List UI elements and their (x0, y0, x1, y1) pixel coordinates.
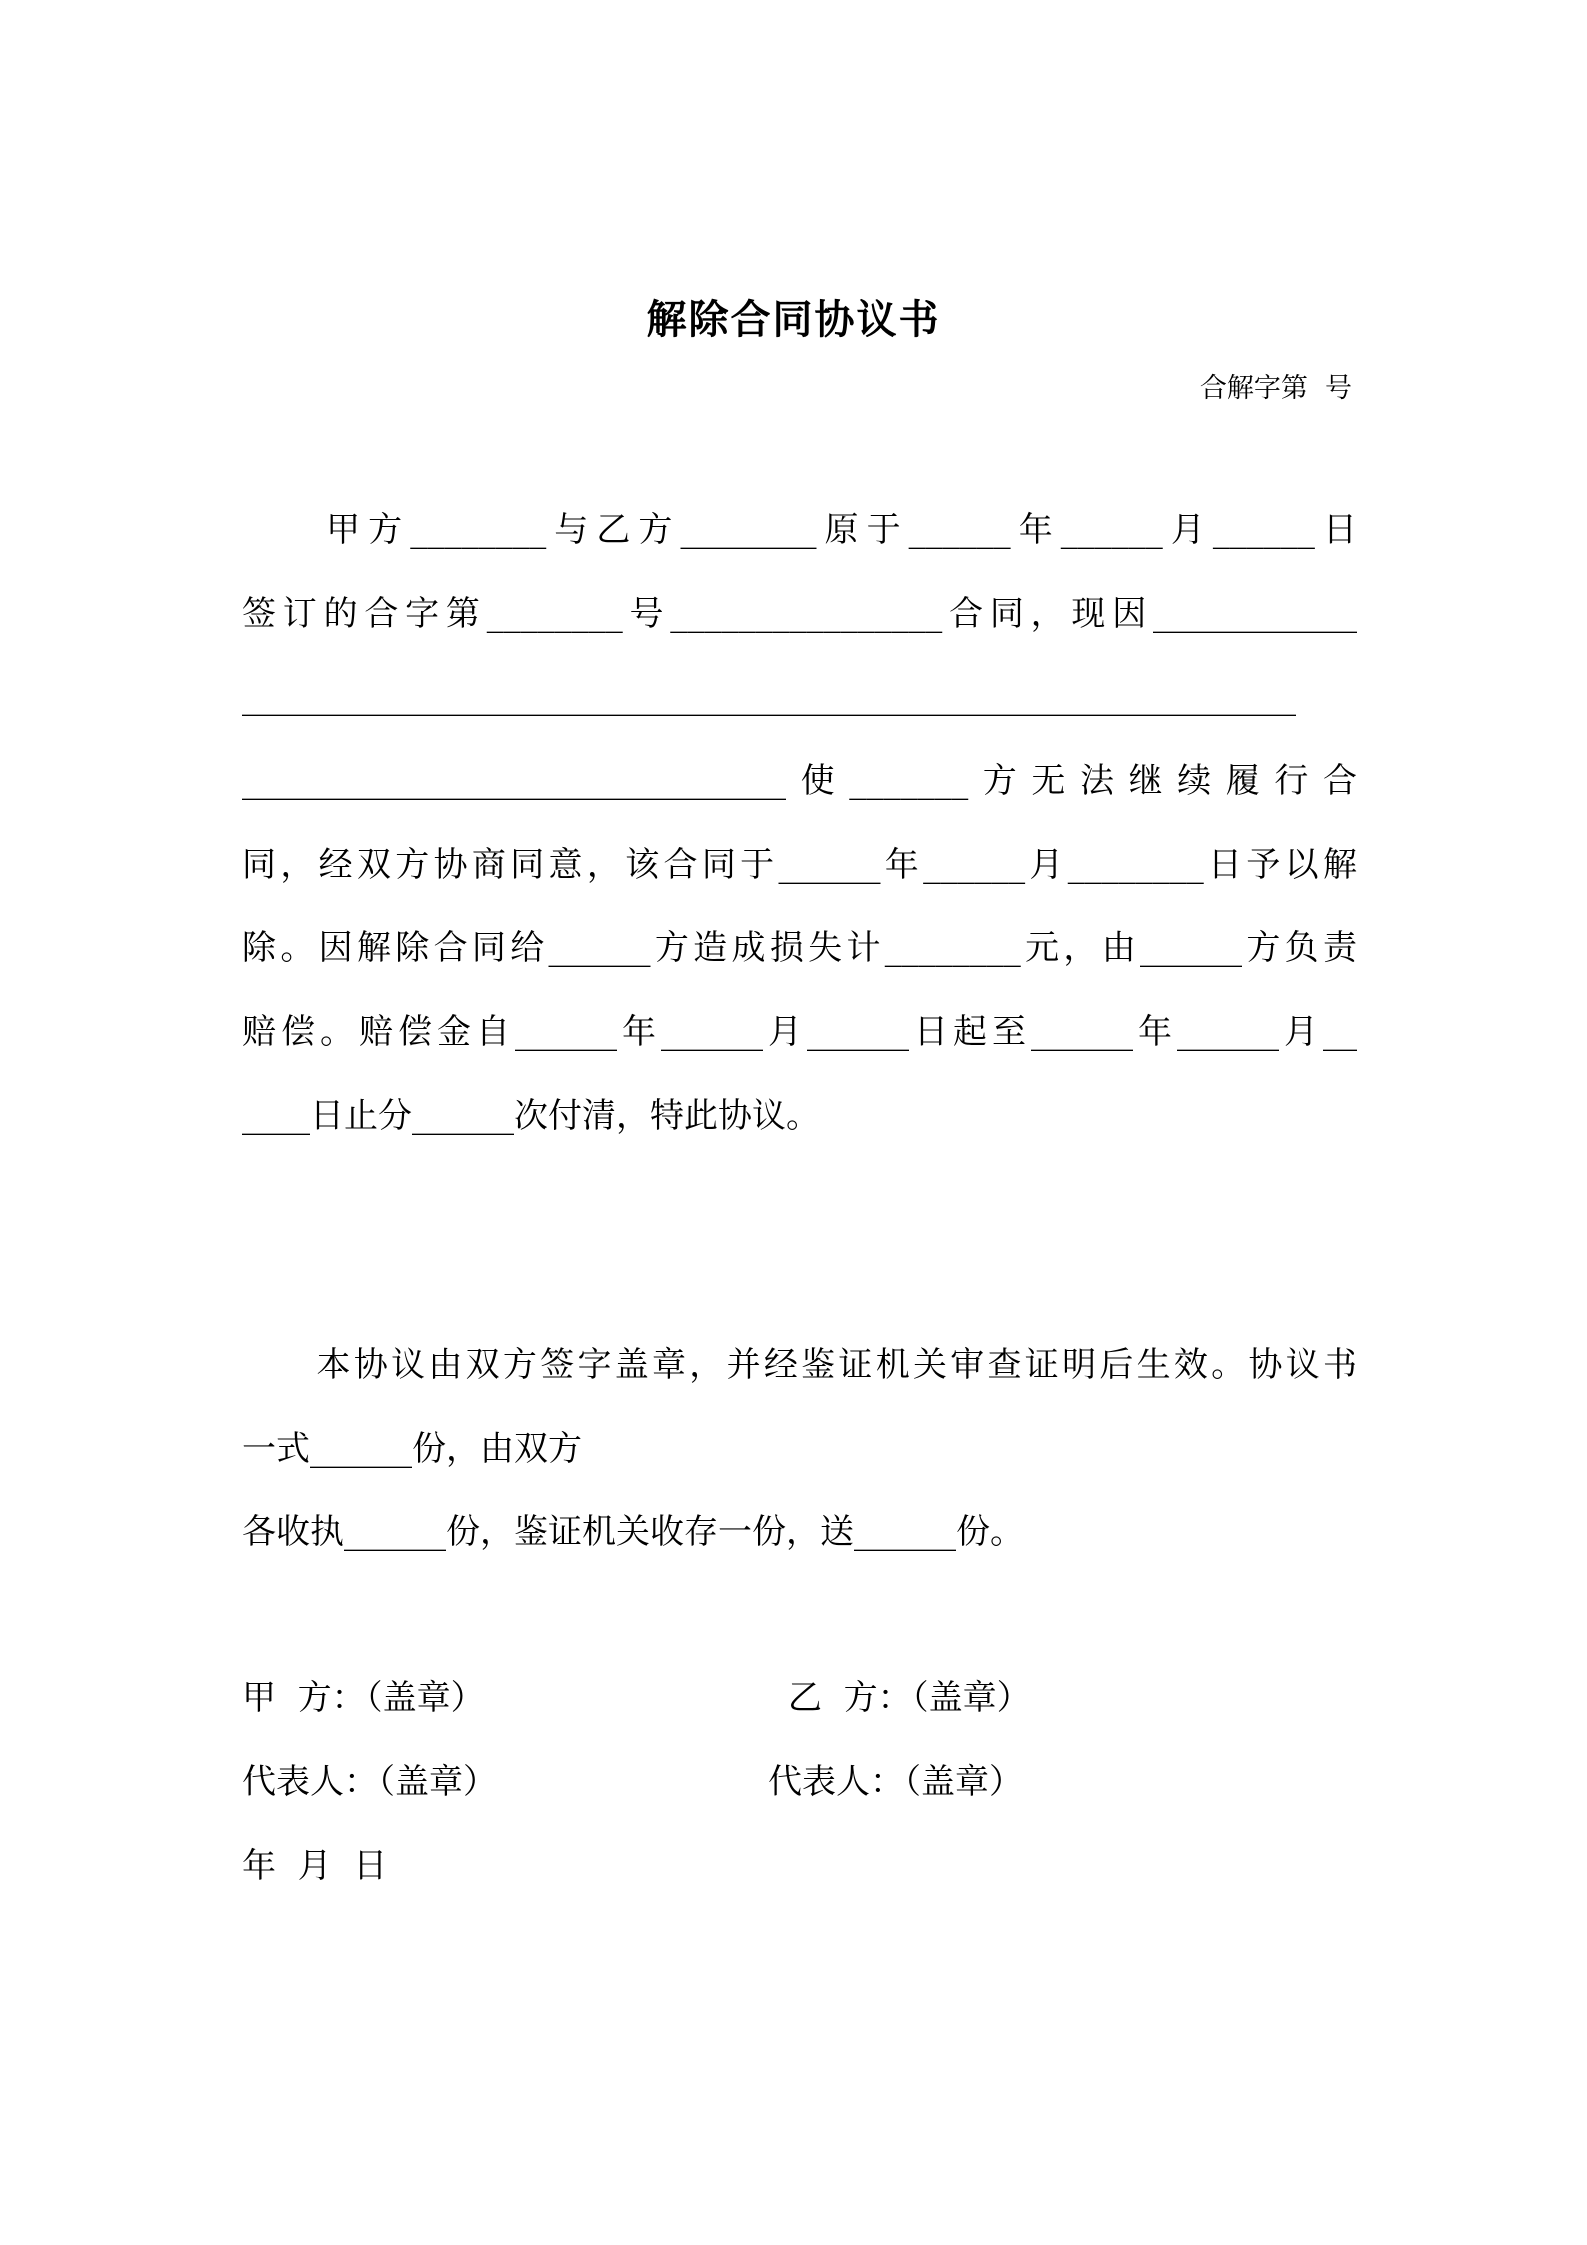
paragraph1-line-5: 同，经双方协商同意，该合同于______年______月________日予以解 (242, 845, 1357, 885)
signing-date: 年 月 日 (242, 1846, 388, 1886)
paragraph1-line-4: ________________________________使_______方无法继续履行合 (242, 761, 1357, 801)
party-a-seal: 甲 方：（盖章） (242, 1678, 485, 1718)
paragraph1-line-7: 赔偿。赔偿金自______年______月______日起至______年______月__ (242, 1012, 1357, 1052)
paragraph2-line-1: 本协议由双方签字盖章，并经鉴证机关审查证明后生效。协议书 (242, 1345, 1357, 1385)
paragraph1-line-3: ______________________________________________________________ (242, 677, 1296, 717)
document-number: 合解字第 号 (1199, 373, 1352, 404)
party-b-seal: 乙 方：（盖章） (788, 1678, 1031, 1718)
paragraph1-line-6: 除。因解除合同给______方造成损失计________元，由______方负责 (242, 928, 1357, 968)
paragraph2-line-2: 一式______份，由双方 (242, 1429, 582, 1469)
paragraph1-line-2: 签订的合字第________号________________合同，现因____________ (242, 594, 1357, 634)
paragraph1-line-1: 甲方________与乙方________原于______年______月______日 (242, 510, 1357, 550)
document-title: 解除合同协议书 (646, 296, 941, 343)
party-b-representative: 代表人：（盖章） (768, 1762, 1023, 1802)
paragraph1-line-8: ____日止分______次付清，特此协议。 (242, 1096, 820, 1136)
party-a-representative: 代表人：（盖章） (242, 1762, 497, 1802)
paragraph2-line-3: 各收执______份，鉴证机关收存一份，送______份。 (242, 1512, 1024, 1552)
